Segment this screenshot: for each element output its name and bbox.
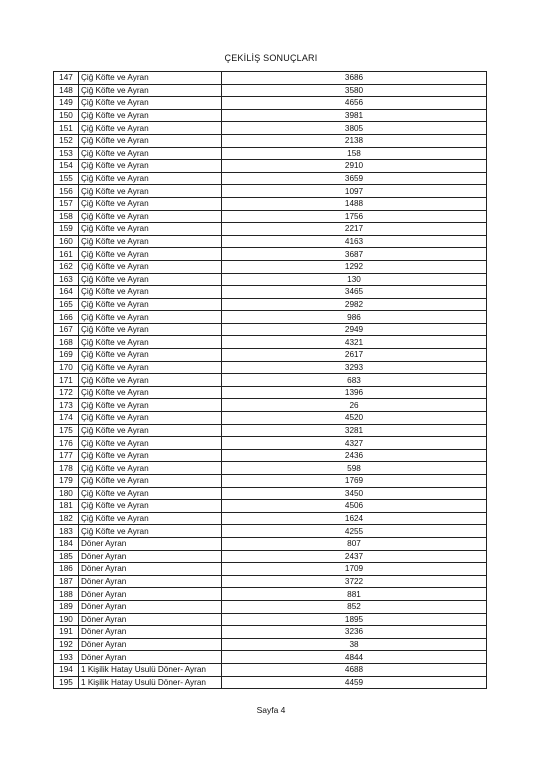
table-row [54, 424, 487, 437]
row-number: 167 [54, 323, 79, 336]
table-row [54, 626, 487, 639]
prize-name: Çiğ Köfte ve Ayran [79, 349, 222, 362]
row-number: 169 [54, 349, 79, 362]
ticket-number: 3236 [222, 626, 487, 639]
row-number: 185 [54, 550, 79, 563]
ticket-number: 881 [222, 588, 487, 601]
prize-name: Döner Ayran [79, 550, 222, 563]
row-number: 163 [54, 273, 79, 286]
row-number: 161 [54, 248, 79, 261]
row-number: 165 [54, 298, 79, 311]
row-number: 175 [54, 424, 79, 437]
ticket-number: 4506 [222, 500, 487, 513]
ticket-number: 2982 [222, 298, 487, 311]
ticket-number: 852 [222, 600, 487, 613]
row-number: 178 [54, 462, 79, 475]
row-number: 160 [54, 235, 79, 248]
row-number: 147 [54, 72, 79, 85]
row-number: 172 [54, 386, 79, 399]
ticket-number: 3465 [222, 286, 487, 299]
table-row [54, 525, 487, 538]
row-number: 159 [54, 223, 79, 236]
prize-name: Çiğ Köfte ve Ayran [79, 323, 222, 336]
ticket-number: 2138 [222, 134, 487, 147]
row-number: 177 [54, 449, 79, 462]
ticket-number: 3450 [222, 487, 487, 500]
ticket-number: 3722 [222, 575, 487, 588]
prize-name: Döner Ayran [79, 588, 222, 601]
table-row [54, 210, 487, 223]
row-number: 149 [54, 97, 79, 110]
ticket-number: 2949 [222, 323, 487, 336]
table-row [54, 449, 487, 462]
prize-name: Çiğ Köfte ve Ayran [79, 462, 222, 475]
table-row [54, 311, 487, 324]
table-row [54, 487, 487, 500]
table-row [54, 638, 487, 651]
prize-name: Çiğ Köfte ve Ayran [79, 512, 222, 525]
table-row [54, 462, 487, 475]
table-row [54, 374, 487, 387]
table-row [54, 84, 487, 97]
ticket-number: 1396 [222, 386, 487, 399]
table-row [54, 109, 487, 122]
table-row [54, 185, 487, 198]
table-row [54, 273, 487, 286]
row-number: 164 [54, 286, 79, 299]
prize-name: Döner Ayran [79, 626, 222, 639]
row-number: 156 [54, 185, 79, 198]
row-number: 187 [54, 575, 79, 588]
ticket-number: 130 [222, 273, 487, 286]
ticket-number: 4656 [222, 97, 487, 110]
row-number: 186 [54, 563, 79, 576]
prize-name: Çiğ Köfte ve Ayran [79, 248, 222, 261]
ticket-number: 4844 [222, 651, 487, 664]
row-number: 176 [54, 437, 79, 450]
ticket-number: 3293 [222, 361, 487, 374]
table-row [54, 437, 487, 450]
ticket-number: 4688 [222, 663, 487, 676]
row-number: 157 [54, 197, 79, 210]
table-row [54, 575, 487, 588]
prize-name: Çiğ Köfte ve Ayran [79, 412, 222, 425]
ticket-number: 683 [222, 374, 487, 387]
prize-name: Çiğ Köfte ve Ayran [79, 122, 222, 135]
prize-name: Çiğ Köfte ve Ayran [79, 437, 222, 450]
row-number: 193 [54, 651, 79, 664]
row-number: 195 [54, 676, 79, 689]
prize-name: Döner Ayran [79, 638, 222, 651]
prize-name: Çiğ Köfte ve Ayran [79, 298, 222, 311]
row-number: 148 [54, 84, 79, 97]
prize-name: Döner Ayran [79, 600, 222, 613]
table-row [54, 248, 487, 261]
row-number: 184 [54, 537, 79, 550]
prize-name: Çiğ Köfte ve Ayran [79, 424, 222, 437]
ticket-number: 3981 [222, 109, 487, 122]
table-row [54, 676, 487, 689]
results-table [53, 71, 487, 689]
prize-name: Çiğ Köfte ve Ayran [79, 84, 222, 97]
row-number: 174 [54, 412, 79, 425]
ticket-number: 1895 [222, 613, 487, 626]
prize-name: Döner Ayran [79, 651, 222, 664]
table-row [54, 72, 487, 85]
table-row [54, 550, 487, 563]
prize-name: Çiğ Köfte ve Ayran [79, 147, 222, 160]
table-row [54, 197, 487, 210]
prize-name: Çiğ Köfte ve Ayran [79, 336, 222, 349]
prize-name: Çiğ Köfte ve Ayran [79, 374, 222, 387]
ticket-number: 1624 [222, 512, 487, 525]
ticket-number: 2437 [222, 550, 487, 563]
row-number: 179 [54, 475, 79, 488]
page-title: ÇEKİLİŞ SONUÇLARI [224, 53, 318, 63]
table-row [54, 663, 487, 676]
row-number: 152 [54, 134, 79, 147]
table-row [54, 97, 487, 110]
table-row [54, 537, 487, 550]
table-row [54, 260, 487, 273]
row-number: 182 [54, 512, 79, 525]
ticket-number: 158 [222, 147, 487, 160]
ticket-number: 4255 [222, 525, 487, 538]
table-row [54, 235, 487, 248]
table-row [54, 286, 487, 299]
prize-name: Çiğ Köfte ve Ayran [79, 172, 222, 185]
table-row [54, 412, 487, 425]
table-row [54, 512, 487, 525]
row-number: 173 [54, 399, 79, 412]
table-row [54, 160, 487, 173]
table-row [54, 613, 487, 626]
prize-name: Çiğ Köfte ve Ayran [79, 525, 222, 538]
table-row [54, 147, 487, 160]
table-row [54, 399, 487, 412]
row-number: 190 [54, 613, 79, 626]
row-number: 155 [54, 172, 79, 185]
ticket-number: 4459 [222, 676, 487, 689]
ticket-number: 4163 [222, 235, 487, 248]
ticket-number: 2910 [222, 160, 487, 173]
table-row [54, 323, 487, 336]
prize-name: Çiğ Köfte ve Ayran [79, 97, 222, 110]
prize-name: Döner Ayran [79, 563, 222, 576]
prize-name: Çiğ Köfte ve Ayran [79, 475, 222, 488]
page-number: Sayfa 4 [256, 705, 286, 715]
prize-name: Çiğ Köfte ve Ayran [79, 449, 222, 462]
ticket-number: 1292 [222, 260, 487, 273]
ticket-number: 807 [222, 537, 487, 550]
row-number: 170 [54, 361, 79, 374]
ticket-number: 4321 [222, 336, 487, 349]
table-row [54, 475, 487, 488]
row-number: 183 [54, 525, 79, 538]
table-row [54, 600, 487, 613]
prize-name: 1 Kişilik Hatay Usulü Döner- Ayran [79, 663, 222, 676]
ticket-number: 3805 [222, 122, 487, 135]
ticket-number: 3580 [222, 84, 487, 97]
ticket-number: 3686 [222, 72, 487, 85]
row-number: 194 [54, 663, 79, 676]
prize-name: Çiğ Köfte ve Ayran [79, 386, 222, 399]
ticket-number: 4327 [222, 437, 487, 450]
table-row [54, 122, 487, 135]
prize-name: Çiğ Köfte ve Ayran [79, 273, 222, 286]
table-row [54, 588, 487, 601]
prize-name: Döner Ayran [79, 613, 222, 626]
table-row [54, 172, 487, 185]
prize-name: Çiğ Köfte ve Ayran [79, 109, 222, 122]
row-number: 153 [54, 147, 79, 160]
table-row [54, 563, 487, 576]
prize-name: Çiğ Köfte ve Ayran [79, 223, 222, 236]
row-number: 192 [54, 638, 79, 651]
table-row [54, 336, 487, 349]
table-row [54, 386, 487, 399]
prize-name: Döner Ayran [79, 575, 222, 588]
table-row [54, 298, 487, 311]
prize-name: Çiğ Köfte ve Ayran [79, 286, 222, 299]
ticket-number: 3281 [222, 424, 487, 437]
ticket-number: 38 [222, 638, 487, 651]
ticket-number: 2436 [222, 449, 487, 462]
table-row [54, 349, 487, 362]
prize-name: Çiğ Köfte ve Ayran [79, 197, 222, 210]
ticket-number: 3659 [222, 172, 487, 185]
row-number: 189 [54, 600, 79, 613]
ticket-number: 2617 [222, 349, 487, 362]
prize-name: Çiğ Köfte ve Ayran [79, 311, 222, 324]
prize-name: Çiğ Köfte ve Ayran [79, 487, 222, 500]
table-row [54, 651, 487, 664]
prize-name: Çiğ Köfte ve Ayran [79, 500, 222, 513]
prize-name: Çiğ Köfte ve Ayran [79, 399, 222, 412]
table-row [54, 500, 487, 513]
ticket-number: 1769 [222, 475, 487, 488]
prize-name: Çiğ Köfte ve Ayran [79, 185, 222, 198]
row-number: 158 [54, 210, 79, 223]
table-row [54, 134, 487, 147]
prize-name: Çiğ Köfte ve Ayran [79, 260, 222, 273]
prize-name: Çiğ Köfte ve Ayran [79, 160, 222, 173]
prize-name: Çiğ Köfte ve Ayran [79, 235, 222, 248]
row-number: 188 [54, 588, 79, 601]
ticket-number: 3687 [222, 248, 487, 261]
row-number: 154 [54, 160, 79, 173]
row-number: 150 [54, 109, 79, 122]
ticket-number: 598 [222, 462, 487, 475]
ticket-number: 1488 [222, 197, 487, 210]
prize-name: Döner Ayran [79, 537, 222, 550]
ticket-number: 986 [222, 311, 487, 324]
row-number: 191 [54, 626, 79, 639]
ticket-number: 2217 [222, 223, 487, 236]
table-row [54, 361, 487, 374]
row-number: 180 [54, 487, 79, 500]
ticket-number: 4520 [222, 412, 487, 425]
table-row [54, 223, 487, 236]
row-number: 151 [54, 122, 79, 135]
ticket-number: 26 [222, 399, 487, 412]
row-number: 171 [54, 374, 79, 387]
row-number: 168 [54, 336, 79, 349]
ticket-number: 1756 [222, 210, 487, 223]
prize-name: Çiğ Köfte ve Ayran [79, 361, 222, 374]
row-number: 166 [54, 311, 79, 324]
ticket-number: 1097 [222, 185, 487, 198]
prize-name: Çiğ Köfte ve Ayran [79, 134, 222, 147]
results-table-body [54, 72, 487, 689]
row-number: 162 [54, 260, 79, 273]
prize-name: Çiğ Köfte ve Ayran [79, 210, 222, 223]
ticket-number: 1709 [222, 563, 487, 576]
prize-name: 1 Kişilik Hatay Usulü Döner- Ayran [79, 676, 222, 689]
prize-name: Çiğ Köfte ve Ayran [79, 72, 222, 85]
row-number: 181 [54, 500, 79, 513]
